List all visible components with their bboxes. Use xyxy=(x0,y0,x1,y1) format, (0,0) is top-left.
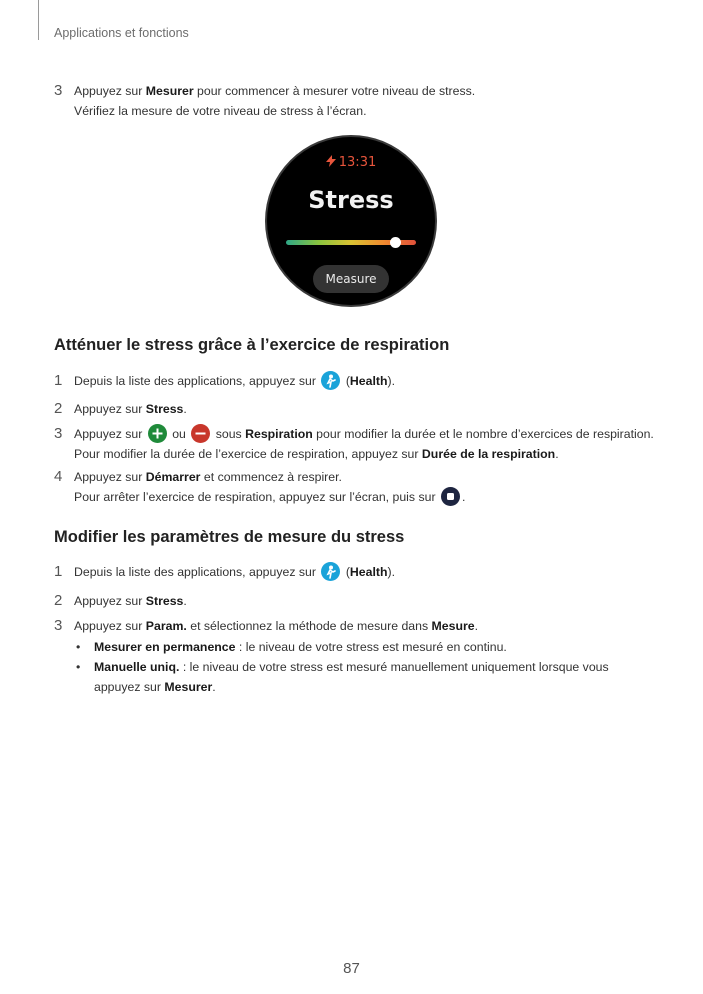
step-text: Appuyez sur Démarrer et commencez à respirer. xyxy=(74,470,342,484)
step-number: 3 xyxy=(54,425,63,442)
step-text-line2: Pour modifier la durée de l’exercice de respiration, appuyez sur Durée de la respiration. xyxy=(74,447,559,461)
step-text: Depuis la liste des applications, appuyez sur (Health). xyxy=(74,562,395,582)
watch-screen xyxy=(267,137,435,305)
step-text: Appuyez sur Mesurer pour commencer à mesurer votre niveau de stress. xyxy=(74,84,476,98)
plus-icon[interactable] xyxy=(148,424,167,443)
bolt-icon xyxy=(326,155,336,167)
step-text: Appuyez sur ou sous Respiration pour modifier la durée et le nombre d’exercices de respiration. xyxy=(74,424,654,444)
bullet-dot: • xyxy=(76,640,81,654)
bullet-dot: • xyxy=(76,660,81,674)
watch-title: Stress xyxy=(308,186,394,214)
section-header: Applications et fonctions xyxy=(54,26,189,40)
step-text: Appuyez sur Stress. xyxy=(74,594,187,608)
stop-icon[interactable] xyxy=(441,487,460,506)
step-text-line2: Pour arrêter l’exercice de respiration, appuyez sur l’écran, puis sur . xyxy=(74,487,465,507)
step-text: Appuyez sur Stress. xyxy=(74,402,187,416)
bullet-text-line2: appuyez sur Mesurer. xyxy=(94,680,216,694)
section-title-settings: Modifier les paramètres de mesure du stress xyxy=(54,528,405,546)
bullet-text: Manuelle uniq. : le niveau de votre stress est mesuré manuellement uniquement lorsque vous xyxy=(94,660,609,674)
section-title-breathing: Atténuer le stress grâce à l’exercice de respiration xyxy=(54,336,450,354)
page-number: 87 xyxy=(343,960,360,977)
health-app-icon[interactable] xyxy=(321,371,340,390)
step-number: 2 xyxy=(54,400,63,417)
step-number: 3 xyxy=(54,617,63,634)
health-app-icon[interactable] xyxy=(321,562,340,581)
step-number: 1 xyxy=(54,372,63,389)
step-text: Appuyez sur Param. et sélectionnez la méthode de mesure dans Mesure. xyxy=(74,619,479,633)
bullet-text: Mesurer en permanence : le niveau de votre stress est mesuré en continu. xyxy=(94,640,507,654)
step-number: 4 xyxy=(54,468,63,485)
measure-button[interactable]: Measure xyxy=(313,265,389,293)
step-number: 2 xyxy=(54,592,63,609)
header-rule xyxy=(38,0,39,40)
minus-icon[interactable] xyxy=(191,424,210,443)
stress-level-indicator xyxy=(390,237,401,248)
step-text-line2: Vérifiez la mesure de votre niveau de stress à l’écran. xyxy=(74,104,367,118)
step-number: 3 xyxy=(54,82,63,99)
watch-time: 13:31 xyxy=(267,155,435,170)
step-text: Depuis la liste des applications, appuyez sur (Health). xyxy=(74,371,395,391)
step-number: 1 xyxy=(54,563,63,580)
